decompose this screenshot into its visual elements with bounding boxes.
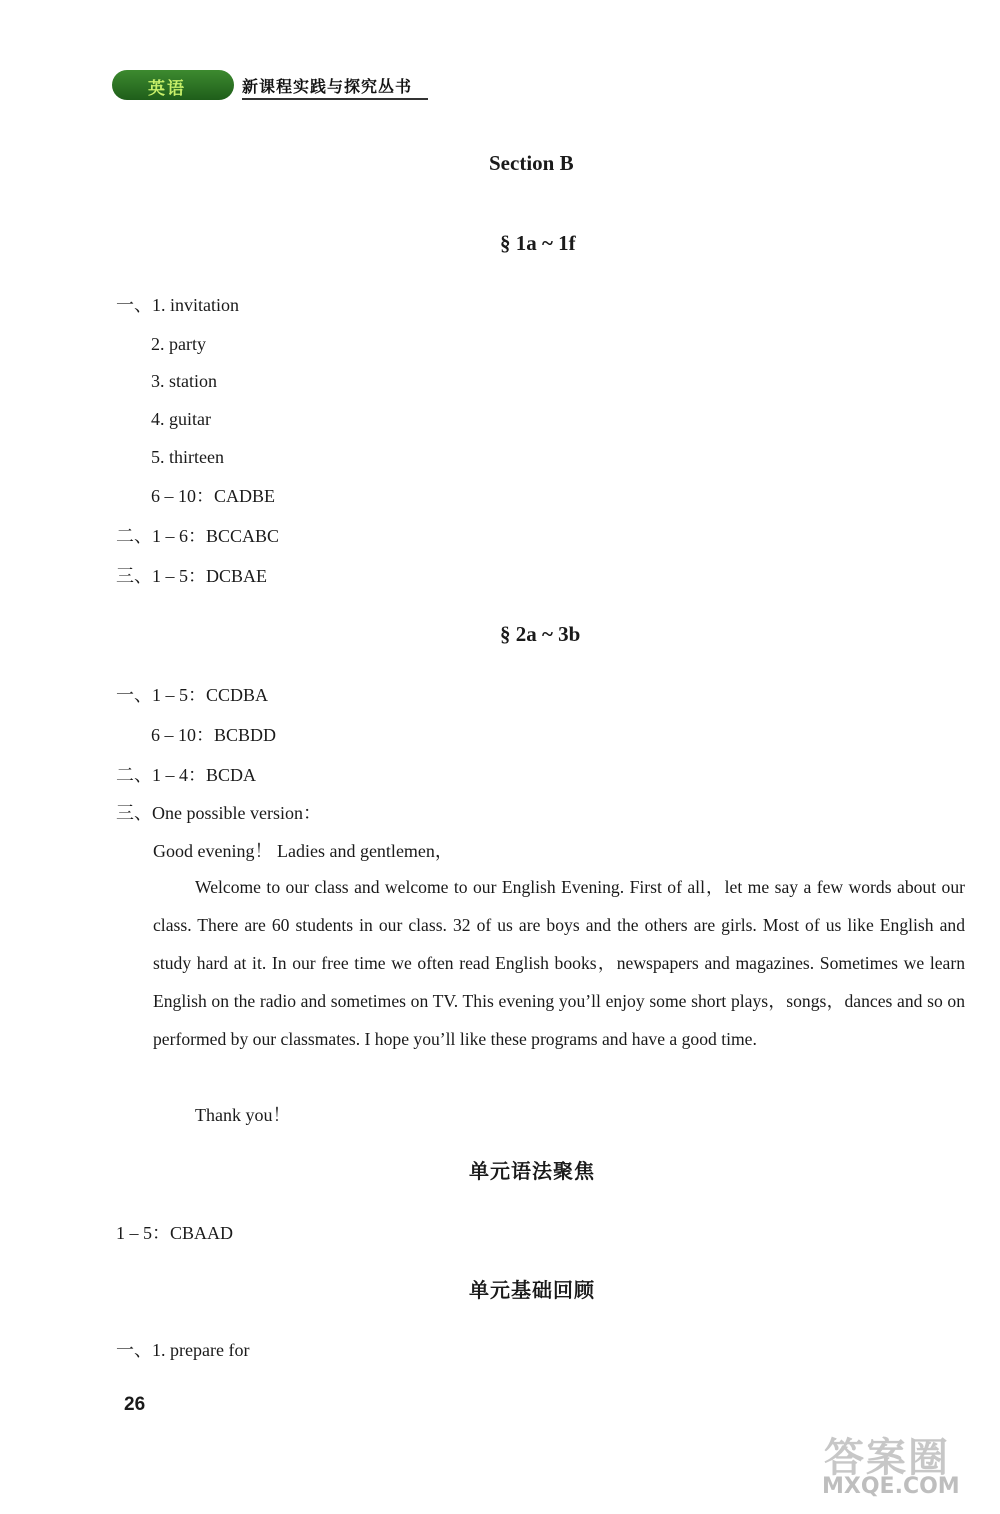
answer-line: 2. party: [151, 334, 206, 354]
essay-closing: Thank you！: [195, 1105, 291, 1125]
part2-title: § 2a ~ 3b: [500, 622, 581, 646]
answer-line: 5. thirteen: [151, 447, 224, 467]
answer-line: 二、1 – 6：BCCABC: [116, 526, 280, 546]
watermark-logo: [818, 1426, 988, 1506]
answer-line: 4. guitar: [151, 409, 211, 429]
answer-line: 6 – 10：CADBE: [151, 486, 276, 506]
answer-line: 3. station: [151, 371, 217, 391]
answer-line: 三、1 – 5：DCBAE: [116, 566, 268, 586]
essay-greeting: Good evening！ Ladies and gentlemen，: [153, 841, 453, 861]
answer-line: 6 – 10：BCBDD: [151, 725, 277, 745]
subject-label: 英语: [148, 79, 186, 99]
section-title: Section B: [489, 151, 574, 175]
answer-line: 一、1. invitation: [116, 295, 239, 315]
part1-title: § 1a ~ 1f: [500, 231, 576, 255]
answer-line: 一、1. prepare for: [116, 1340, 250, 1360]
watermark-en: MXQE.COM: [822, 1474, 960, 1499]
grammar-title: 单元语法聚焦: [469, 1159, 595, 1183]
header-underline: [242, 98, 428, 100]
page-header: [112, 68, 432, 102]
watermark-cn: 答案圈: [824, 1435, 950, 1481]
answer-line: 一、1 – 5：CCDBA: [116, 685, 269, 705]
series-title: 新课程实践与探究丛书: [242, 77, 413, 96]
page-number: 26: [124, 1394, 146, 1415]
answer-line: 二、1 – 4：BCDA: [116, 765, 257, 785]
subject-badge: [112, 70, 234, 100]
answer-line: 三、One possible version：: [116, 803, 321, 823]
review-title: 单元基础回顾: [469, 1278, 595, 1302]
essay-body: Welcome to our class and welcome to our English Evening. First of all，let me say a few words about our class. There are 60 students in our class. 32 of us are boys and the others are girls. Most of us like English and study hard at it. In our free time we often read English books，newspapers and magazines. Sometimes we learn English on the radio and sometimes on TV. This evening you’ll enjoy some short plays，songs，dances and so on performed by our classmates. I hope you’ll like these programs and have a good time.: [153, 877, 965, 1049]
answer-line: 1 – 5：CBAAD: [116, 1223, 234, 1243]
